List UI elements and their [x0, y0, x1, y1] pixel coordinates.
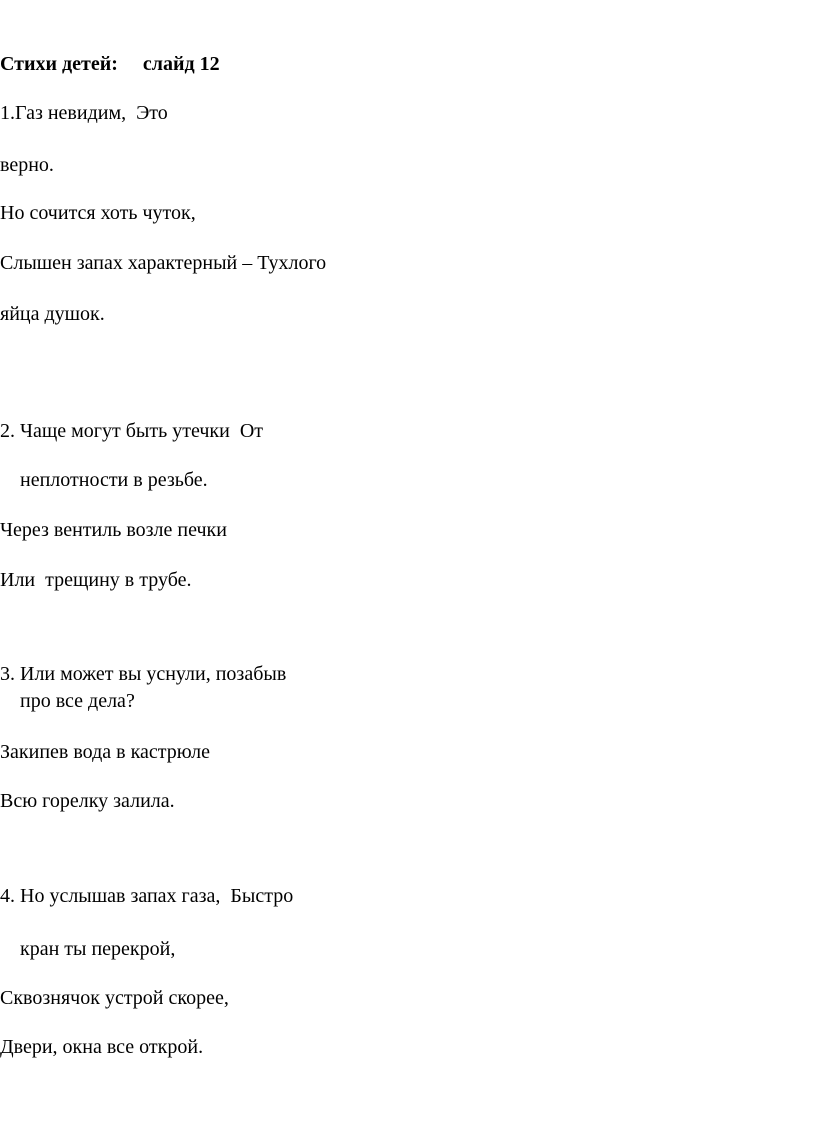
poem-line: 4. Но услышав запах газа, Быстро — [0, 885, 294, 907]
poem-line: верно. — [0, 154, 54, 176]
poem-line: Сквознячок устрой скорее, — [0, 987, 229, 1009]
poem-line: кран ты перекрой, — [0, 938, 176, 960]
poem-line: про все дела? — [0, 690, 135, 712]
poem-line: яйца душок. — [0, 303, 105, 325]
document-title: Стихи детей: слайд 12 — [0, 53, 220, 75]
poem-line: Через вентиль возле печки — [0, 519, 227, 541]
poem-line: Или трещину в трубе. — [0, 569, 192, 591]
poem-line: Всю горелку залила. — [0, 790, 175, 812]
poem-line: 3. Или может вы уснули, позабыв — [0, 663, 287, 685]
poem-line: Двери, окна все открой. — [0, 1036, 204, 1058]
poem-line: 1.Газ невидим, Это — [0, 102, 168, 124]
poem-line: Но сочится хоть чуток, — [0, 202, 196, 224]
poem-line: Закипев вода в кастрюле — [0, 741, 211, 763]
poem-line: неплотности в резьбе. — [0, 469, 208, 491]
poem-line: Слышен запах характерный – Тухлого — [0, 252, 327, 274]
poem-line: 2. Чаще могут быть утечки От — [0, 420, 264, 442]
